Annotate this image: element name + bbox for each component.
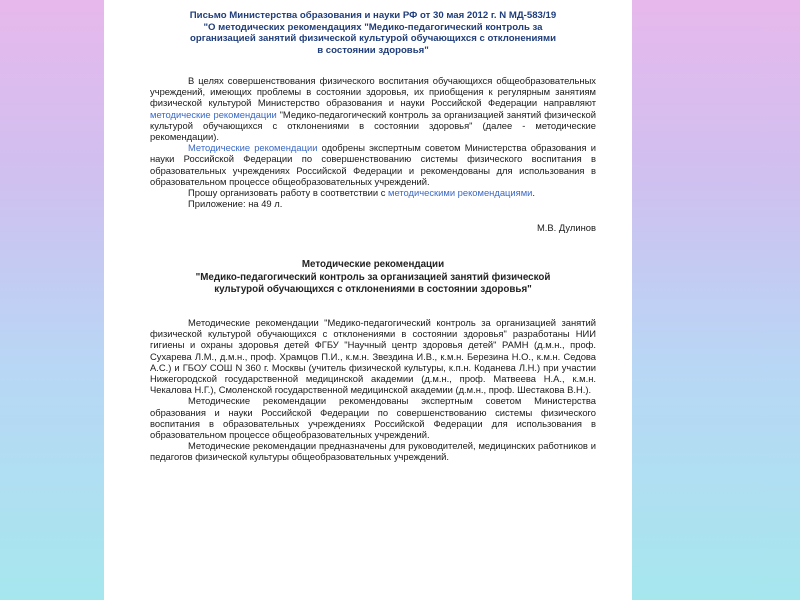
letter-title	[150, 10, 596, 56]
recommendations-body	[150, 317, 596, 463]
recommendations-paragraph-1: Методические рекомендации "Медико-педагогический контроль за организацией занятий физической культурой обучающихся с отклонениями в состоянии здоровья" разработаны НИИ гигиены и охраны здоровья детей ФГБУ "Научный центр здоровья детей" РАМН (д.м.н., проф. Сухарева Л.М., д.м.н., проф. Храмцов П.И., к.м.н. Звездина И.В., к.м.н. Березина Н.О., к.м.н. Седова А.С.) и ГБОУ СОШ N 360 г. Москвы (учитель физической культуры, к.п.н. Коданева Л.Н.) при участии Нижегородской государственной медицинской академии (д.м.н., проф. Матвеева Н.А., к.м.н. Чекалова Н.Г.), Смоленской государственной медицинской академии (д.м.н., проф. Шестакова В.Н.).	[150, 317, 596, 396]
letter-title-line: организацией занятий физической культурой обучающихся с отклонениями	[190, 33, 556, 44]
recommendations-link[interactable]: методическими рекомендациями	[388, 187, 533, 199]
letter-body	[150, 75, 596, 209]
recommendations-title-line: "Медико-педагогический контроль за организацией занятий физической	[195, 271, 551, 283]
recommendations-paragraph-2: Методические рекомендации рекомендованы экспертным советом Министерства образования и науки Российской Федерации по совершенствованию системы физического воспитания в образовательных учреждениях Российской Федерации для использования в образовательном процессе общеобразовательных учреждений.	[150, 395, 596, 441]
paragraph-text: В целях совершенствования физического воспитания обучающихся общеобразовательных учреждений, имеющих проблемы в состоянии здоровья, их приобщения к регулярным занятиям физической культурой Министерство образования и науки Российской Федерации направляют	[150, 75, 596, 109]
paragraph-text: .	[532, 187, 536, 199]
recommendations-link[interactable]: Методические рекомендации	[188, 142, 318, 154]
paragraph-text: одобрены экспертным советом Министерства образования и науки Российской Федерации по совершенствованию системы физического воспитания в образовательных учреждениях Российской Федерации и рекомендованы для использования в образовательном процессе общеобразовательных учреждений.	[150, 142, 596, 187]
paragraph-text: "Медико-педагогический контроль за организацией занятий физической культурой обучающихся с отклонениями в состоянии здоровья" (далее - методические рекомендации).	[150, 108, 596, 143]
letter-title-line: "О методических рекомендациях "Медико-педагогический контроль за	[203, 21, 543, 33]
document-content	[150, 10, 596, 463]
letter-title-line: Письмо Министерства образования и науки РФ от 30 мая 2012 г. N МД-583/19	[189, 10, 557, 21]
recommendations-paragraph-3: Методические рекомендации предназначены для руководителей, медицинских работников и педагогов физической культуры общеобразовательных учреждений.	[150, 440, 596, 463]
document-page	[104, 0, 632, 600]
recommendations-link[interactable]: методические рекомендации	[150, 108, 277, 120]
letter-paragraph-3	[150, 187, 596, 198]
letter-title-line: в состоянии здоровья"	[317, 44, 429, 56]
attachment-note: Приложение: на 49 л.	[188, 198, 283, 210]
signature: М.В. Дулинов	[537, 222, 596, 234]
letter-paragraph-2	[150, 142, 596, 187]
recommendations-title-line: культурой обучающихся с отклонениями в состоянии здоровья"	[214, 283, 532, 295]
recommendations-title	[150, 259, 596, 296]
recommendations-title-line: Методические рекомендации	[301, 259, 445, 271]
paragraph-text: Прошу организовать работу в соответствии с	[188, 187, 389, 199]
letter-paragraph-1	[150, 75, 596, 142]
